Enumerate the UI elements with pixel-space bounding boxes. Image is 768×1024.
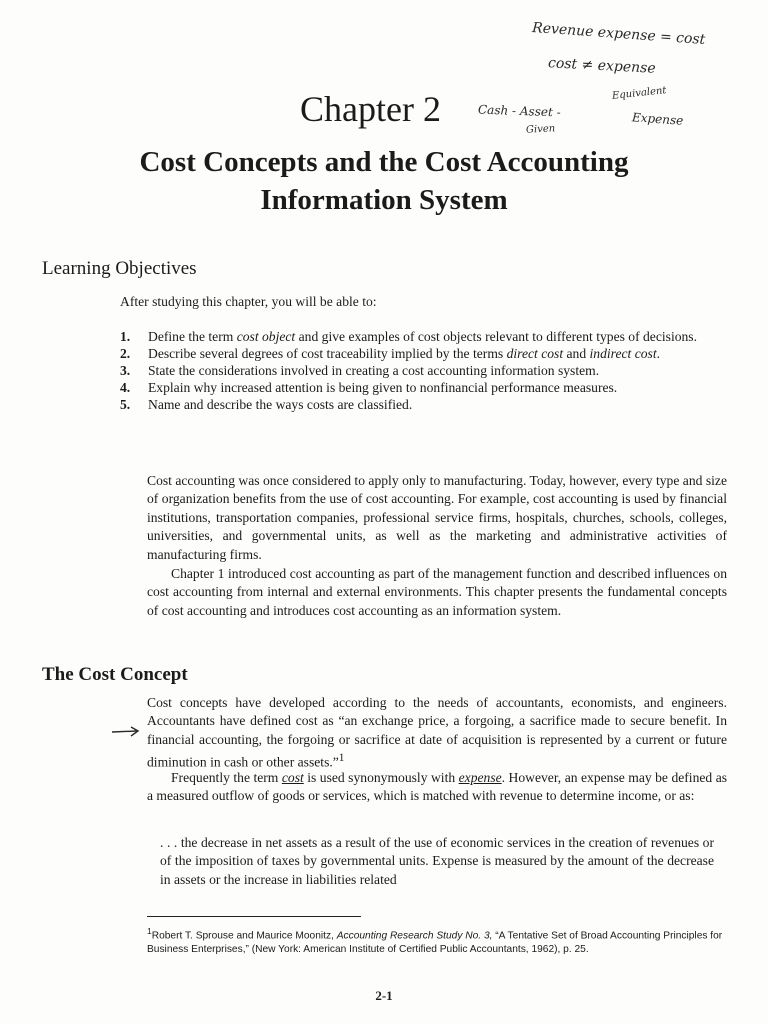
objective-term: indirect cost xyxy=(589,346,657,361)
objective-text: Describe several degrees of cost traceability implied by the terms xyxy=(148,346,507,361)
objective-term: direct cost xyxy=(506,346,564,361)
objective-item xyxy=(120,345,730,362)
handwritten-note-1: Revenue expense = cost xyxy=(531,19,706,49)
chapter-title-line-1: Cost Concepts and the Cost Accounting xyxy=(139,146,629,178)
handwritten-arrow-icon xyxy=(110,725,142,739)
objective-text: . xyxy=(656,346,661,361)
block-quote: . . . the decrease in net assets as a result of the use of economic services in the creation of revenues or of the imposition of taxes by governmental units. Expense is measured by the amount of the decrease in assets or the increase in liabilities related xyxy=(160,835,714,887)
objective-number: 2. xyxy=(120,346,131,361)
handwritten-note-2: cost ≠ expense xyxy=(547,55,656,77)
body-paragraph-2-text: Chapter 1 introduced cost accounting as part of the management function and described influences on cost accounting from internal and external environments. This chapter presents the fundamental concepts of cost accounting and introduces cost accounting as an information system. xyxy=(147,566,727,618)
objective-item xyxy=(120,396,730,413)
footnote-italic: Accounting Research Study No. 3, xyxy=(336,930,493,942)
cost-concept-paragraph-1-text: Cost concepts have developed according to the needs of accountants, economists, and engineers. Accountants have defined cost as “an exchange price, a forgoing, a sacrifice made to secure benefit. In financial accounting, the forgoing or sacrifice at date of acquisition is represented by a current or future diminution in cash or other assets.” xyxy=(147,695,727,770)
objectives-list xyxy=(120,328,730,413)
objectives-intro: After studying this chapter, you will be able to: xyxy=(120,294,377,309)
chapter-label: Chapter 2 xyxy=(300,89,441,129)
objective-number: 3. xyxy=(120,363,131,378)
footnote-marker: 1 xyxy=(338,752,345,765)
cost-concept-heading: The Cost Concept xyxy=(42,664,188,685)
objective-number: 5. xyxy=(120,397,131,412)
objective-text: and xyxy=(563,346,590,361)
chapter-title-line-2: Information System xyxy=(260,184,508,216)
objective-text: Explain why increased attention is being given to nonfinancial performance measures. xyxy=(148,380,618,395)
handwritten-note-5: Expense xyxy=(631,110,684,128)
objective-text: and give examples of cost objects relevant to different types of decisions. xyxy=(295,329,697,344)
page-number: 2-1 xyxy=(375,988,393,1003)
cost-concept-paragraph-2 xyxy=(147,769,727,806)
paragraph-text: is used synonymously with xyxy=(303,770,459,785)
body-paragraph-1: Cost accounting was once considered to apply only to manufacturing. Today, however, every type and size of organization benefits from the use of cost accounting. For example, cost accounting is used by financial institutions, transportation companies, professional service firms, hospitals, churches, schools, colleges, universities, and governmental units, as well as the marketing and administrative activities of manufacturing firms. xyxy=(147,473,727,562)
objective-item xyxy=(120,328,730,345)
objective-number: 1. xyxy=(120,329,131,344)
learning-objectives-heading: Learning Objectives xyxy=(42,258,197,279)
objective-item xyxy=(120,379,730,396)
body-paragraph-2 xyxy=(147,565,727,620)
objective-text: State the considerations involved in creating a cost accounting information system. xyxy=(148,363,600,378)
handwritten-note-6: Given xyxy=(525,123,556,136)
footnote xyxy=(147,924,727,957)
cost-concept-paragraph-1 xyxy=(147,694,727,772)
objective-text: Define the term xyxy=(148,329,237,344)
handwritten-note-4: Equivalent xyxy=(611,85,667,102)
paragraph-text: . However, an expense may be defined as a measured outflow of goods or services, which is matched with revenue to determine income, or as: xyxy=(147,770,728,804)
footnote-number: 1 xyxy=(147,926,152,936)
objective-number: 4. xyxy=(120,380,131,395)
paragraph-text: Frequently the term xyxy=(171,770,282,785)
term-expense: expense xyxy=(458,770,502,785)
footnote-divider xyxy=(147,916,361,917)
objective-item xyxy=(120,362,730,379)
term-cost: cost xyxy=(281,770,304,785)
footnote-text: “A Tentative Set of Broad Accounting Principles for Business Enterprises,” (New York: American Institute of Certified Public Accountants, 1962), p. 25. xyxy=(147,930,723,956)
objective-term: cost object xyxy=(236,329,296,344)
objective-text: Name and describe the ways costs are classified. xyxy=(148,397,413,412)
handwritten-note-3: Cash - Asset - xyxy=(477,102,561,120)
footnote-text: Robert T. Sprouse and Maurice Moonitz, xyxy=(151,930,337,942)
